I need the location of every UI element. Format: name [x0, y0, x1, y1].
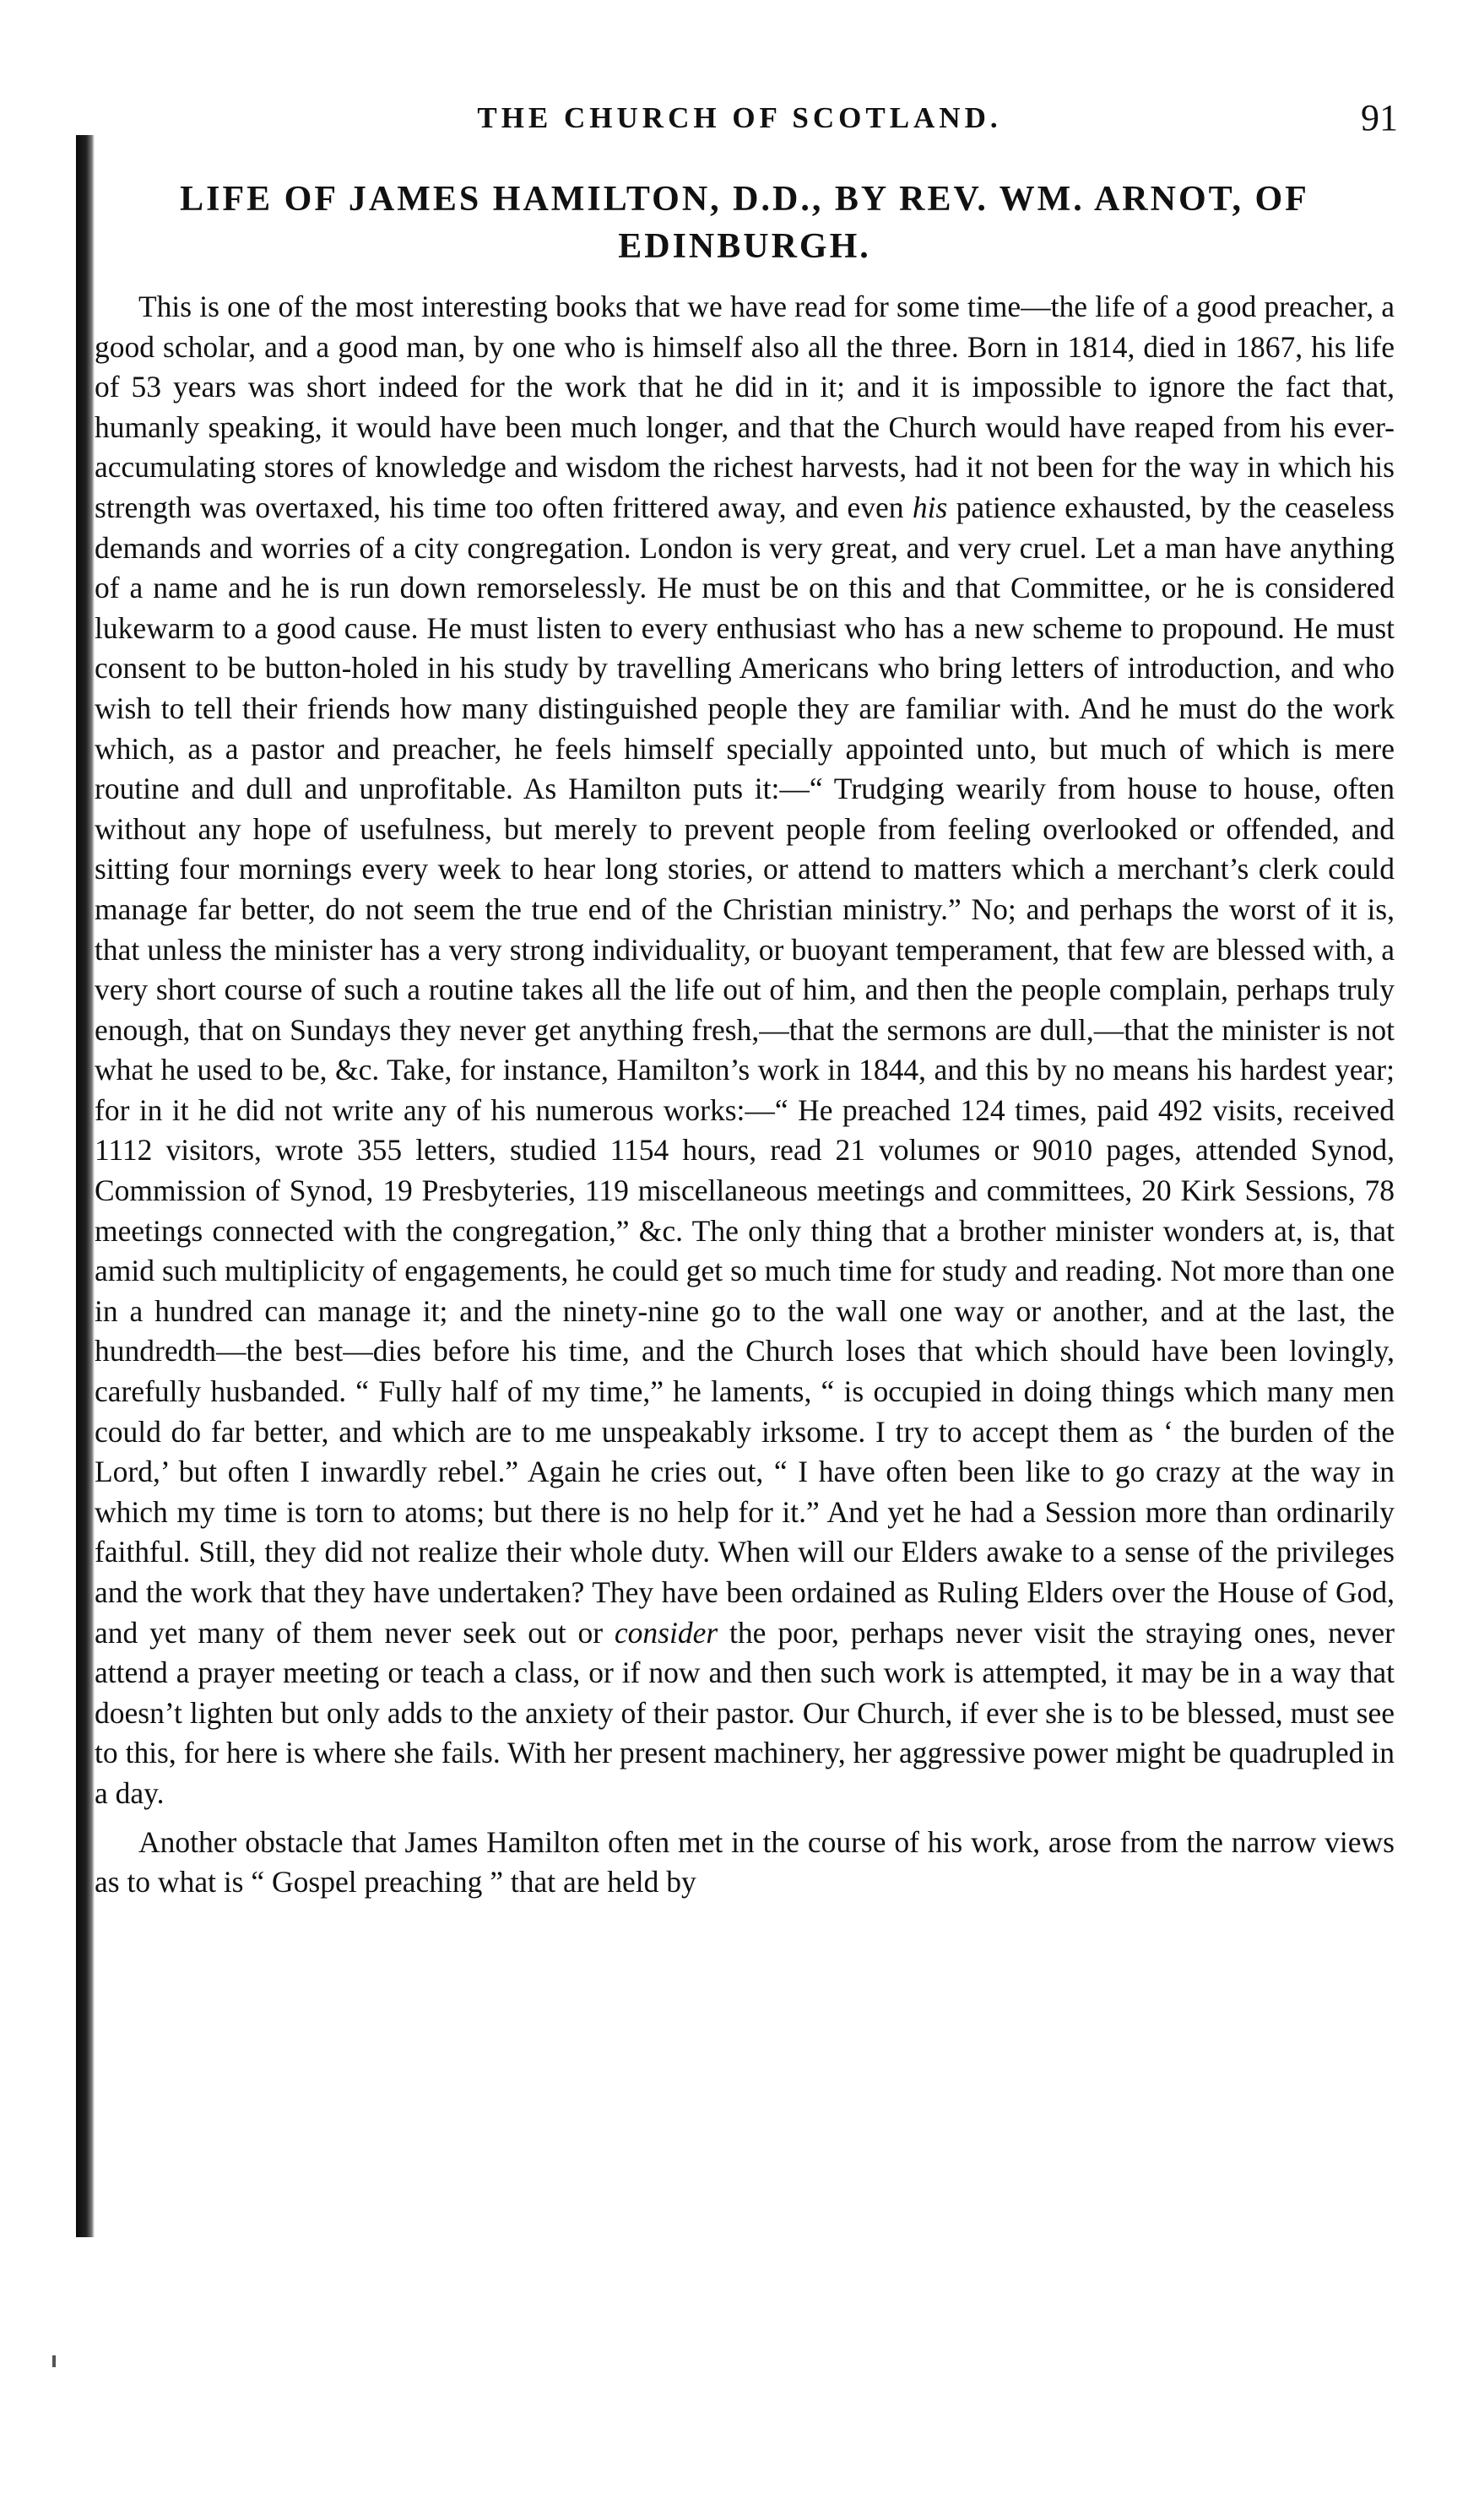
italic-word: his	[912, 490, 948, 524]
article-body	[95, 287, 1395, 1903]
print-mark	[52, 2355, 56, 2367]
article-title: LIFE OF JAMES HAMILTON, D.D., BY REV. WM. ARNOT, OF EDINBURGH.	[180, 180, 1309, 266]
running-head-title: THE CHURCH OF SCOTLAND.	[477, 101, 1002, 134]
page-number: 91	[1361, 97, 1398, 138]
paragraph-text: This is one of the most interesting books that we have read for some time—the life of a good preacher, a good scholar, and a good man, by one who is himself also all the three. Born in 1814, died in 1867, his life of 53 years was short indeed for the work that he did in it; and it is impossible to ignore the fact that, humanly speaking, it would have been much longer, and that the Church would have reaped from his ever-accumulating stores of knowledge and wisdom the richest harvests, had it not been for the way in which his strength was overtaxed, his time too often frittered away, and even	[95, 290, 1395, 524]
article-paragraph	[95, 287, 1395, 1814]
italic-word: consider	[614, 1615, 718, 1650]
page-binding-edge	[76, 135, 95, 2237]
paragraph-text: the poor, perhaps never visit the straying ones, never attend a prayer meeting or teach a class, or if now and then such work is attempted, it may be in a way that doesn’t lighten but only adds to the anxiety of their pastor. Our Church, if ever she is to be blessed, must see to this, for here is where she fails. With her present machinery, her aggressive power might be quadrupled in a day.	[95, 1615, 1395, 1810]
article-paragraph	[95, 1823, 1395, 1903]
paragraph-text: Another obstacle that James Hamilton often met in the course of his work, arose from the narrow views as to what is “ Gospel preaching ” that are held by	[95, 1824, 1395, 1899]
paragraph-text: patience exhausted, by the ceaseless demands and worries of a city congregation. London is very great, and very cruel. Let a man have anything of a name and he is run down remorselessly. He must be on this and that Committee, or he is considered lukewarm to a good cause. He must listen to every enthusiast who has a new scheme to propound. He must consent to be button-holed in his study by travelling Americans who bring letters of introduction, and who wish to tell their friends how many distinguished people they are familiar with. And he must do the work which, as a pastor and preacher, he feels himself specially appointed unto, but much of which is mere routine and dull and unprofitable. As Hamilton puts it:—“ Trudging wearily from house to house, often without any hope of usefulness, but merely to prevent people from feeling overlooked or offended, and sitting four mornings every week to hear long stories, or attend to matters which a merchant’s clerk could manage far better, do not seem the true end of the Christian ministry.” No; and perhaps the worst of it is, that unless the minister has a very strong individuality, or buoyant temperament, that few are blessed with, a very short course of such a routine takes all the life out of him, and then the people complain, perhaps truly enough, that on Sundays they never get anything fresh,—that the sermons are dull,—that the minister is not what he used to be, &c. Take, for instance, Hamilton’s work in 1844, and this by no means his hardest year; for in it he did not write any of his numerous works:—“ He preached 124 times, paid 492 visits, received 1112 visitors, wrote 355 letters, studied 1154 hours, read 21 volumes or 9010 pages, attended Synod, Commission of Synod, 19 Presbyteries, 119 miscellaneous meetings and committees, 20 Kirk Sessions, 78 meetings connected with the congregation,” &c. The only thing that a brother minister wonders at, is, that amid such multiplicity of engagements, he could get so much time for study and reading. Not more than one in a hundred can manage it; and the ninety-nine go to the wall one way or another, and at the last, the hundredth—the best—dies before his time, and the Church loses that which should have been lovingly, carefully husbanded. “ Fully half of my time,” he laments, “ is occupied in doing things which many men could do far better, and which are to me unspeakably irksome. I try to accept them as ‘ the burden of the Lord,’ but often I inwardly rebel.” Again he cries out, “ I have often been like to go crazy at the way in which my time is torn to atoms; but there is no help for it.” And yet he had a Session more than ordinarily faithful. Still, they did not realize their whole duty. When will our Elders awake to a sense of the privileges and the work that they have undertaken? They have been ordained as Ruling Elders over the House of God, and yet many of them never seek out or	[95, 490, 1395, 1650]
running-head	[81, 97, 1398, 152]
